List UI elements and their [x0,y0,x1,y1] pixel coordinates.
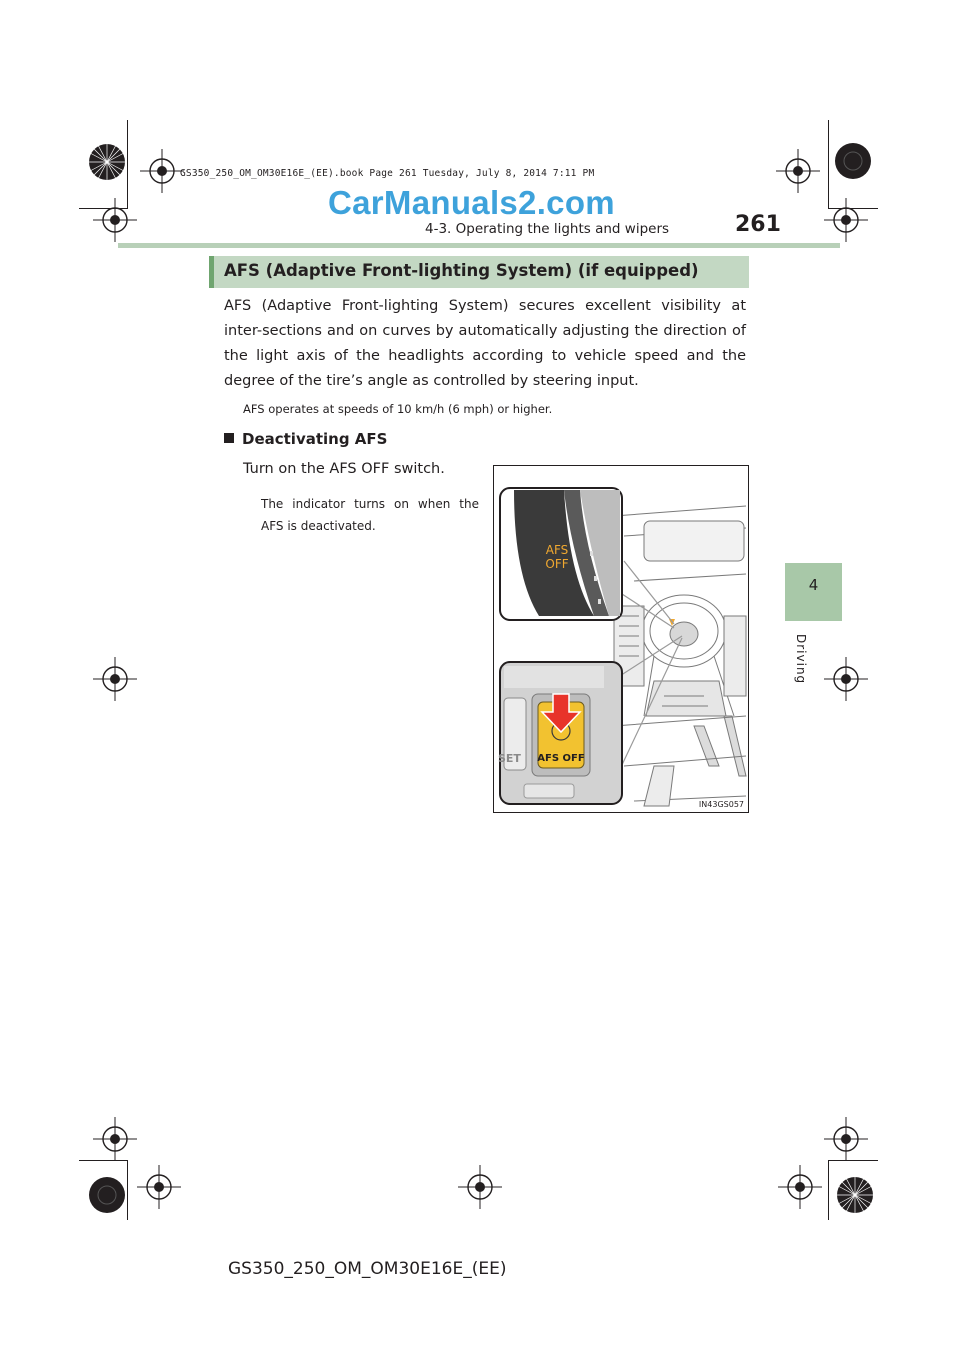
subsection-instruction: Turn on the AFS OFF switch. [243,461,445,477]
subsection-heading-text: Deactivating AFS [242,430,388,448]
registration-mark-icon [824,198,868,242]
header-rule [118,243,840,248]
registration-mark-icon [93,198,137,242]
dot-mark-icon [88,1176,126,1214]
afs-off-switch-label: AFS OFF [537,753,585,764]
subsection-note: The indicator turns on when the AFS is deactivated. [261,497,479,533]
crop-mark [127,120,128,208]
crop-mark [828,1160,829,1220]
crop-mark [828,120,829,208]
registration-mark-icon [93,1117,137,1161]
registration-mark-icon [778,1165,822,1209]
registration-mark-icon [776,149,820,193]
figure-code: IN43GS057 [698,800,744,809]
square-bullet-icon [224,433,234,443]
registration-mark-icon [137,1165,181,1209]
afs-indicator-text: OFF [545,557,569,571]
watermark: CarManuals2.com [328,184,615,221]
registration-mark-icon [824,1117,868,1161]
starburst-mark-icon [88,143,126,181]
chapter-tab-label: Driving [794,634,808,685]
registration-mark-icon [140,149,184,193]
starburst-mark-icon [836,1176,874,1214]
registration-mark-icon [458,1165,502,1209]
footer-model-code: GS350_250_OM_OM30E16E_(EE) [228,1259,507,1279]
dot-mark-icon [834,142,872,180]
section-body: AFS (Adaptive Front-lighting System) secures excellent visibility at inter-sections and on curves by automatically adjusting the direction of the light axis of the headlights according to vehicle speed and the degree of the tire’s angle as controlled by steering input. [224,298,746,389]
dashboard-illustration [494,466,748,812]
registration-mark-icon [93,657,137,701]
section-title: AFS (Adaptive Front-lighting System) (if equipped) [224,261,699,280]
registration-mark-icon [824,657,868,701]
crop-mark [127,1160,128,1220]
afs-indicator-text: AFS [545,543,569,557]
page-number: 261 [735,212,781,237]
set-switch-label: SET [498,752,521,765]
afs-off-switch-figure [493,465,749,813]
header-section: 4-3. Operating the lights and wipers [425,221,670,237]
chapter-tab-number: 4 [808,576,819,594]
print-header: GS350_250_OM_OM30E16E_(EE).book Page 261 Tuesday, July 8, 2014 7:11 PM [180,168,595,179]
subsection-heading [224,430,387,448]
section-note: AFS operates at speeds of 10 km/h (6 mph) or higher. [243,402,553,416]
